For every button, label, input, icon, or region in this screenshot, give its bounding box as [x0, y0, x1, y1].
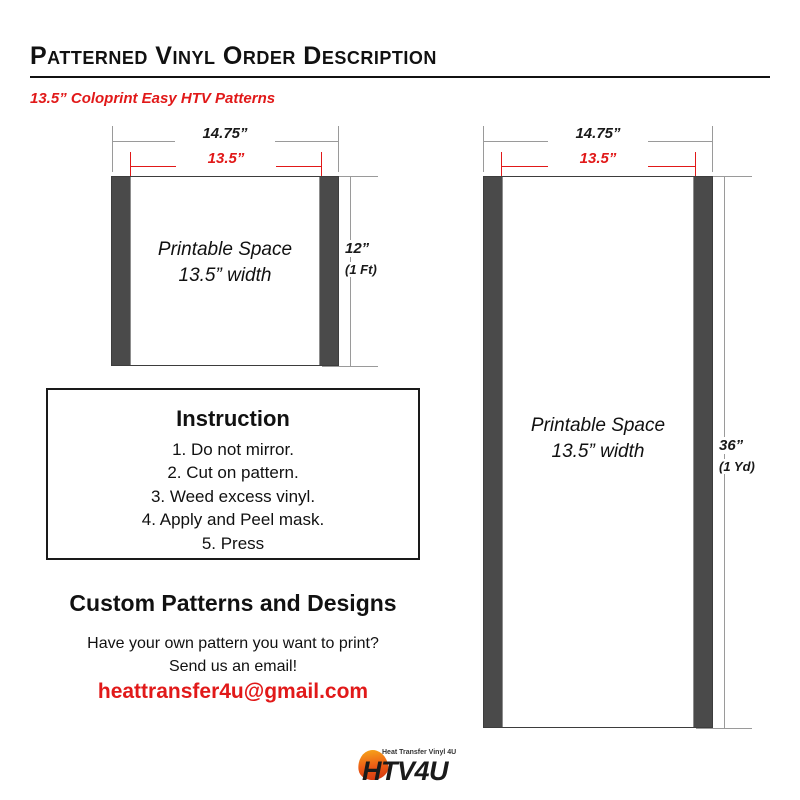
- list-item: 1. Do not mirror.: [172, 440, 294, 459]
- small-inner-width-label: 13.5”: [176, 150, 276, 167]
- large-height-sub-label: (1 Yd): [719, 459, 779, 474]
- sheet-caption-line2: 13.5” width: [178, 264, 272, 286]
- vinyl-sheet-36in: [483, 176, 713, 728]
- vinyl-sheet-12in: [111, 176, 339, 366]
- large-outer-dim-tick-right: [712, 126, 713, 172]
- custom-patterns-subtext-line2: Send us an email!: [168, 658, 298, 676]
- sheet-caption-12in: [112, 237, 338, 288]
- large-outer-dim-tick-left: [483, 126, 484, 172]
- list-item: 2. Cut on pattern.: [167, 463, 299, 483]
- small-height-sub-label: (1 Ft): [345, 262, 405, 277]
- logo-wordmark: HTV4U: [362, 756, 449, 786]
- title-divider: [30, 76, 770, 78]
- custom-patterns-heading: Custom Patterns and Designs: [69, 590, 397, 616]
- list-item: 5. Press: [201, 533, 265, 553]
- sheet-caption-line1: Printable Space: [157, 239, 293, 260]
- small-outer-dim-tick-right: [338, 126, 339, 172]
- page-title: Patterned Vinyl Order Description: [30, 42, 437, 70]
- contact-email[interactable]: heattransfer4u@gmail.com: [97, 680, 369, 703]
- list-item: 4. Apply and Peel mask.: [141, 510, 325, 530]
- instruction-title: Instruction: [176, 406, 290, 431]
- small-outer-dim-tick-left: [112, 126, 113, 172]
- page-subtitle: 13.5” Coloprint Easy HTV Patterns: [30, 90, 276, 107]
- large-outer-width-label: 14.75”: [548, 125, 648, 142]
- logo-tagline: Heat Transfer Vinyl 4U: [382, 749, 457, 756]
- custom-patterns-subtext: [0, 632, 466, 678]
- list-item: 3. Weed excess vinyl.: [150, 486, 316, 506]
- custom-patterns-subtext-line1: Have your own pattern you want to print?: [87, 635, 379, 652]
- small-outer-width-label: 14.75”: [175, 125, 275, 142]
- large-height-label: 36”: [719, 437, 763, 454]
- instruction-list: [48, 438, 418, 555]
- sheet-caption-line2: 13.5” width: [551, 440, 645, 462]
- brand-logo: [340, 748, 470, 790]
- sheet-caption-line1: Printable Space: [530, 415, 666, 436]
- large-inner-width-label: 13.5”: [548, 150, 648, 167]
- instruction-box: [46, 388, 420, 560]
- small-height-label: 12”: [345, 240, 389, 257]
- sheet-caption-36in: [484, 413, 712, 464]
